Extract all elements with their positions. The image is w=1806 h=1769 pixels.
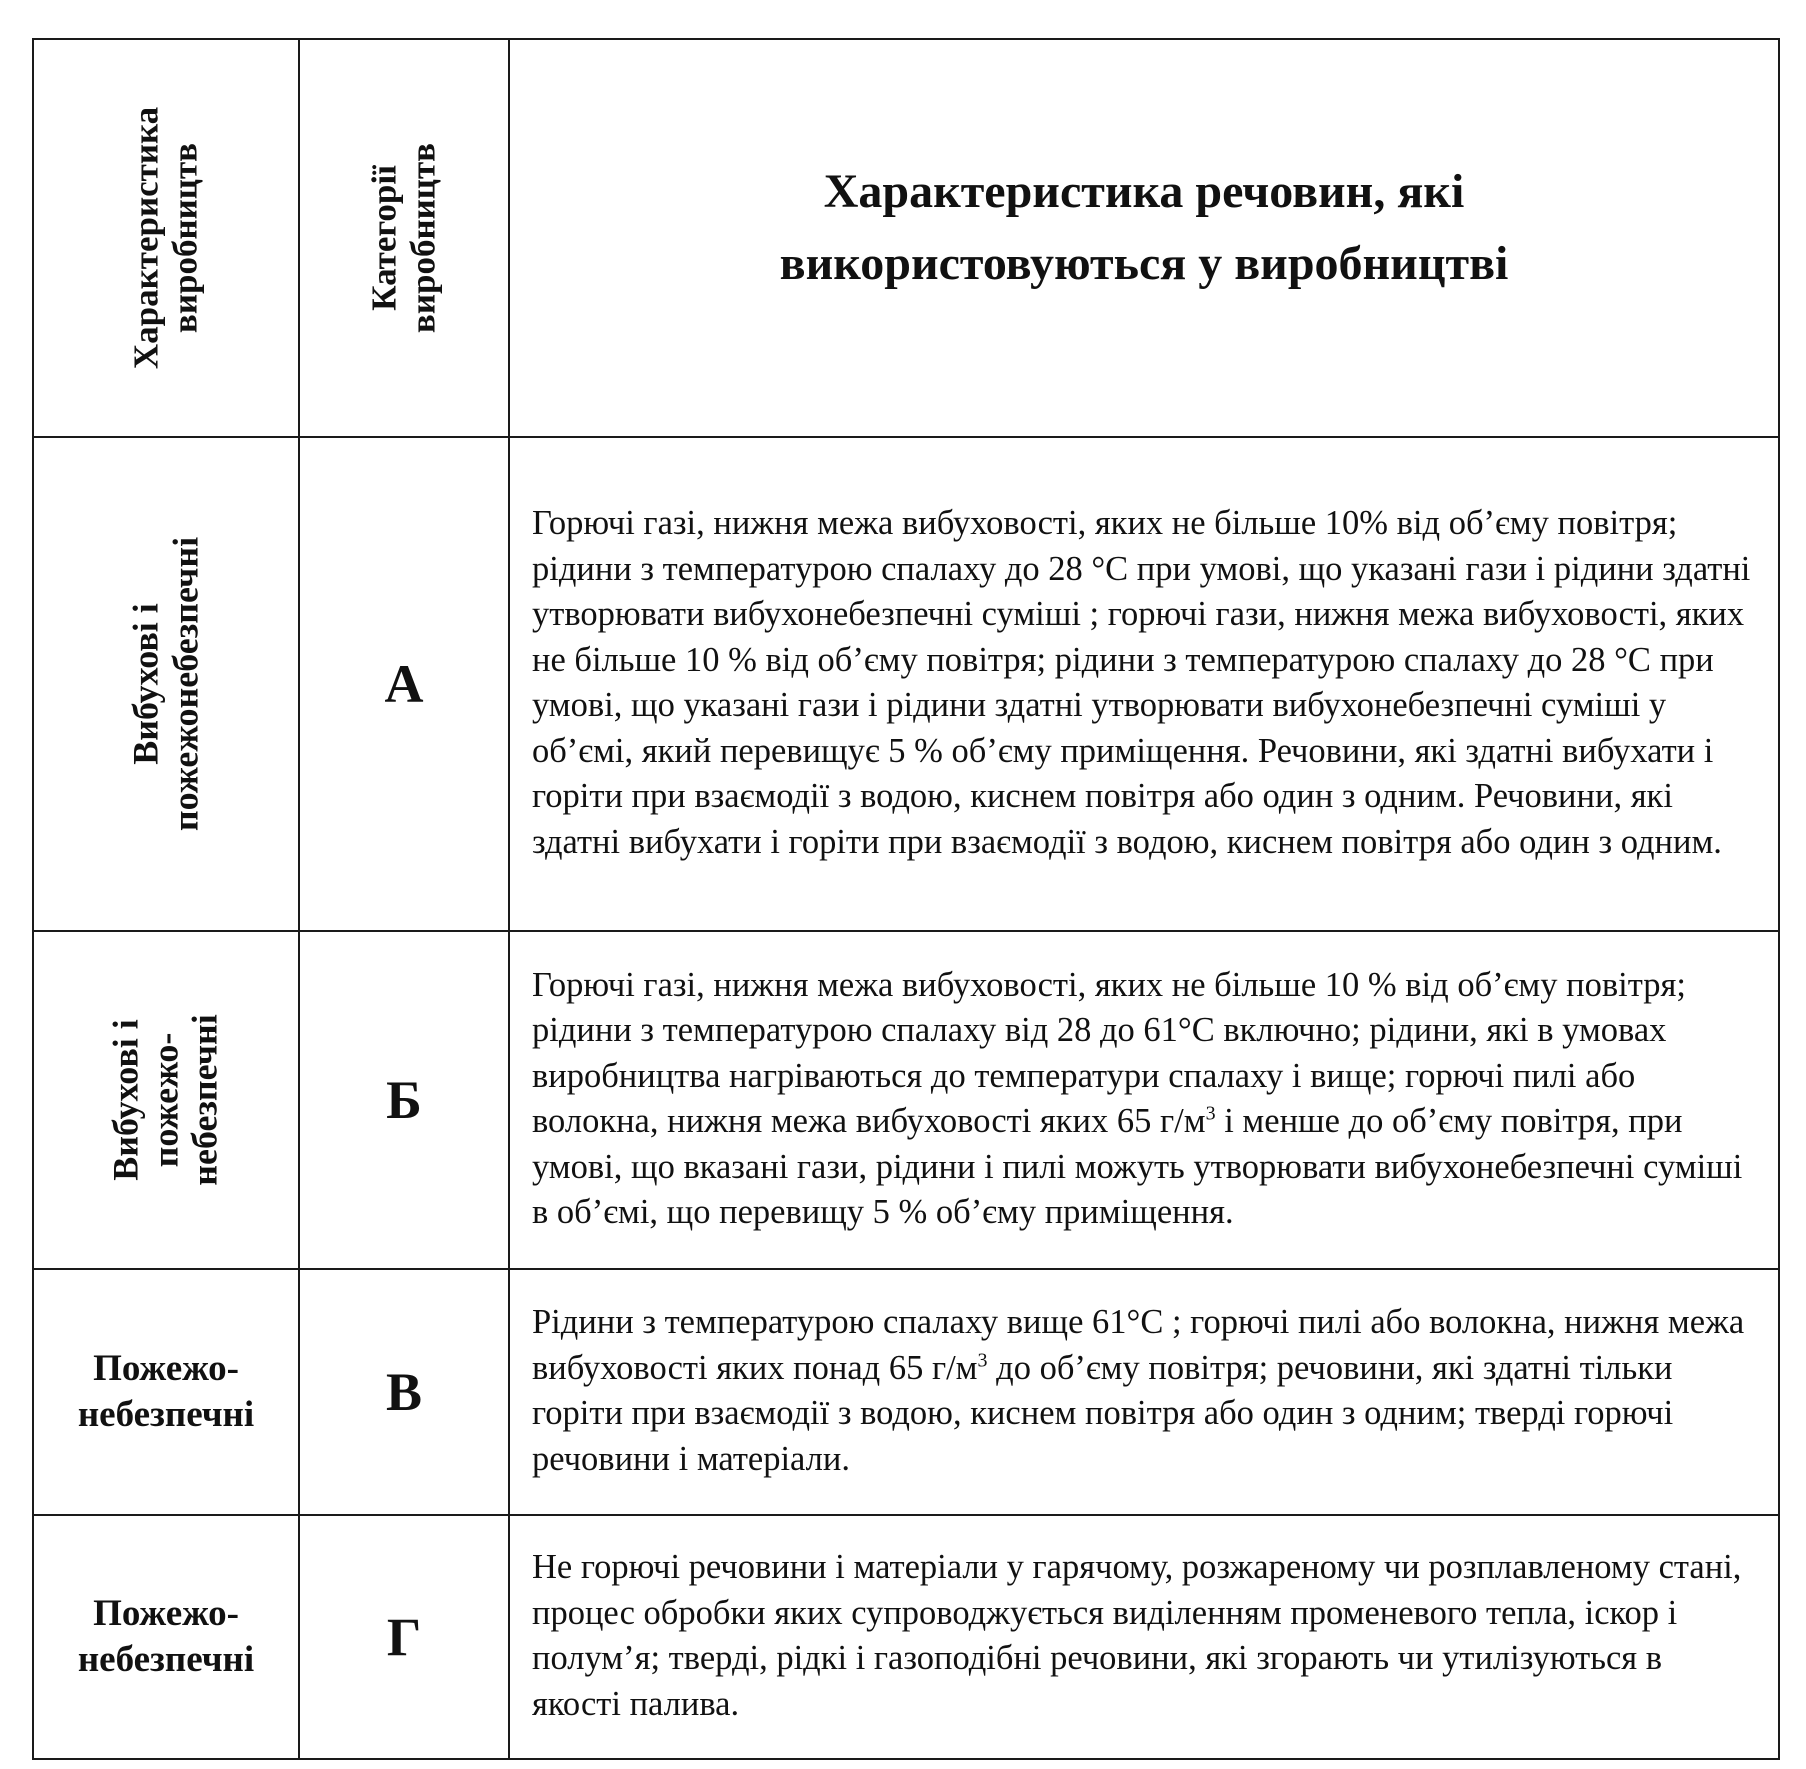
row-b-description-text-end: і менше до об’єму повітря, при умові, що вказані гази, рідини і пилі можуть утворювати вибухонебезпечні суміші в об’ємі, що перевищу 5 % об’єму приміщення. <box>532 1102 1743 1231</box>
row-v-category: В <box>299 1269 509 1515</box>
row-a-category: А <box>299 437 509 931</box>
row-g-category: Г <box>299 1515 509 1759</box>
table-row-v <box>33 1269 1779 1515</box>
row-a-characteristic: Вибухові і пожежонебезпечні <box>125 536 205 832</box>
row-g-description: Не горючі речовини і матеріали у гарячому, розжареному чи розплавленому стані, процес обробки яких супроводжується виділенням променевого тепла, іскор і полум’я; тверді, рідкі і газоподібні речовини, які згорають чи утилізуються в якості палива. <box>509 1515 1779 1759</box>
row-a-characteristic-cell <box>33 437 299 931</box>
header-category-cell <box>299 39 509 437</box>
table-row-b <box>33 931 1779 1269</box>
header-substances-label <box>509 39 1779 437</box>
header-characteristic-label: Характеристика виробництв <box>126 106 204 370</box>
row-b-characteristic: Вибухові і пожежо- небезпечні <box>105 1014 225 1186</box>
row-v-description <box>509 1269 1779 1515</box>
row-b-category: Б <box>299 931 509 1269</box>
row-b-characteristic-cell <box>33 931 299 1269</box>
row-b-superscript: 3 <box>1205 1102 1216 1125</box>
table-row-g <box>33 1515 1779 1759</box>
row-v-characteristic-text: Пожежо- небезпечні <box>77 1347 255 1435</box>
row-a-description: Горючі газі, нижня межа вибуховості, яких не більше 10% від об’єму повітря; рідини з температурою спалаху до 28 °С при умові, що указані гази і рідини здатні утворювати вибухонебезпечні суміші ; горючі гази, нижня межа вибуховості, яких не більше 10 % від об’єму повітря; рідини з температурою спалаху до 28 °С при умові, що указані гази і рідини здатні утворювати вибухонебезпечні суміші у об’ємі, який перевищує 5 % об’єму приміщення. Речовини, які здатні вибухати і горіти при взаємодії з водою, киснем повітря або один з одним. Речовини, які здатні вибухати і горіти при взаємодії з водою, киснем повітря або один з одним. <box>509 437 1779 931</box>
table-header-row <box>33 39 1779 437</box>
row-v-description-text: Рідини з температурою спалаху вище 61°С ; горючі пилі або волокна, нижня межа вибуховості яких понад 65 г/м <box>532 1303 1745 1387</box>
row-b-description <box>509 931 1779 1269</box>
header-substances-text: Характеристика речовин, які використовуються у виробництві <box>779 165 1509 290</box>
row-v-superscript: 3 <box>977 1349 988 1371</box>
row-v-description-text-end: до об’єму повітря; речовини, які здатні тільки горіти при взаємодії з водою, киснем повітря або один з одним; тверді горючі речовини і матеріали. <box>532 1348 1674 1478</box>
table-row-a <box>33 437 1779 931</box>
header-category-label: Категорії виробництв <box>364 142 442 334</box>
production-categories-table <box>32 38 1780 1760</box>
row-b-description-text: Горючі газі, нижня межа вибуховості, яких не більше 10 % від об’єму повітря; рідини з температурою спалаху від 28 до 61°С включно; рідини, які в умовах виробництва нагріваються до температури спалаху і вище; горючі пилі або волокна, нижня межа вибуховості яких 65 г/м <box>532 965 1686 1140</box>
row-v-characteristic <box>33 1269 299 1515</box>
row-g-characteristic <box>33 1515 299 1759</box>
header-characteristic-cell <box>33 39 299 437</box>
row-g-characteristic-text: Пожежо- небезпечні <box>77 1592 255 1680</box>
